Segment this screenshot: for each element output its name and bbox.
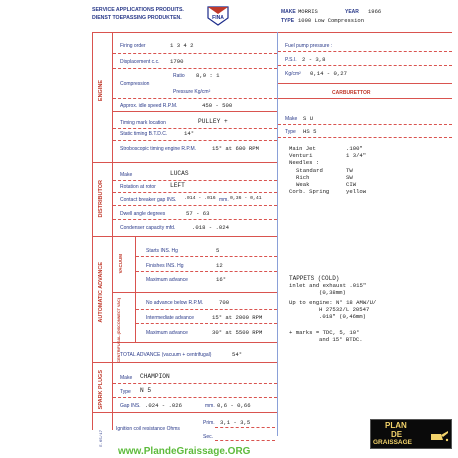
kg-label: Kg/cm² (285, 71, 301, 77)
condenser-label: Condenser capacity mfd. (120, 225, 176, 231)
dwell-label: Dwell angle degrees (120, 211, 166, 217)
frame-mid (277, 32, 278, 436)
dash (278, 65, 452, 66)
dash (215, 440, 275, 441)
oil-can-icon (429, 426, 449, 444)
carb-section: CARBURETTOR (332, 90, 371, 96)
idle-value: 450 - 500 (202, 102, 233, 109)
section-advance: AUTOMATIC ADVANCE (98, 262, 104, 323)
standard-label: Standard (296, 167, 323, 174)
watermark-text: www.PlandeGraissage.ORG (118, 446, 251, 457)
ratio-value: 8,9 : 1 (196, 72, 220, 79)
standard-value: TW (346, 167, 353, 174)
strobo-label: Stroboscopic timing engine R.P.M. (120, 146, 197, 152)
dash (136, 323, 277, 324)
section-plugs: SPARK PLUGS (98, 370, 104, 410)
weak-value: CIW (346, 181, 357, 188)
spring-label: Corb. Spring (289, 188, 330, 195)
spring-value: yellow (346, 188, 367, 195)
dash (113, 180, 277, 181)
plug-type-label: Type (120, 389, 131, 395)
plug-make-value: CHAMPION (140, 373, 170, 380)
section-distributor: DISTRIBUTOR (98, 180, 104, 218)
frame-top (92, 32, 452, 33)
inter-label: Intermediate advance (146, 315, 195, 321)
advance-sub-divider (135, 236, 136, 342)
dash (136, 256, 277, 257)
dash (113, 383, 277, 384)
displacement-value: 1790 (170, 58, 184, 65)
carb-type-value: HS 5 (303, 128, 317, 135)
plug-gap-mm-value: 0,6 - 0,66 (217, 402, 251, 409)
div-vac-cent (113, 292, 277, 293)
dash (113, 128, 277, 129)
tappets-line1: inlet and exhaust .015" (289, 282, 367, 289)
header-line2: DIENST TOEPASSING PRODUKTEN. (92, 15, 182, 21)
div-cent-total (113, 342, 277, 343)
badge-line1: PLAN (385, 421, 407, 430)
carb-make-label: Make (285, 116, 298, 122)
fina-logo (206, 4, 230, 26)
static-timing-label: Static timing B.T.D.C. (120, 131, 168, 137)
carb-make-value: S U (303, 115, 314, 122)
starts-value: 5 (216, 247, 220, 254)
rotation-label: Rotation at rotor (120, 184, 156, 190)
tappets-line3: Up to engine: N° 18 AMW/U/ (289, 299, 377, 306)
main-jet-value: .100" (346, 145, 363, 152)
timing-mark-value: PULLEY + (198, 118, 228, 125)
dash (215, 427, 275, 428)
max-adv-label: Maximum advance (146, 277, 188, 283)
plug-gap-value: .024 - .026 (145, 402, 182, 409)
psi-value: 2 - 3,8 (302, 56, 326, 63)
total-label: TOTAL ADVANCE (vacuum + centrifugal) (120, 352, 212, 358)
make-value: MORRIS (298, 8, 318, 15)
coil-label: Ignition coil resistance Ohms (116, 426, 180, 432)
dash (278, 51, 452, 52)
centrifugal-label: CENTRIFUGAL (DISCONNECT VAC) (117, 298, 121, 363)
year-value: 1966 (368, 8, 382, 15)
needles-label: Needles : (289, 159, 320, 166)
tappets-title: TAPPETS (COLD) (289, 275, 340, 282)
vacuum-label: VACUUM (118, 254, 123, 274)
no-adv-label: No advance below R.P.M. (146, 300, 204, 306)
tappets-line6: + marks = TDC, 5, 10° (289, 329, 360, 336)
contact-gap-mm-value: 0,36 - 0,41 (230, 196, 262, 201)
total-value: 54° (232, 351, 243, 358)
tappets-line4: H 27532/L 20547 (319, 306, 370, 313)
dash (278, 124, 452, 125)
rich-value: SW (346, 174, 353, 181)
venturi-value: 1 3/4" (346, 152, 367, 159)
main-jet-label: Main Jet (289, 145, 316, 152)
rotation-value: LEFT (170, 182, 185, 189)
dash (113, 219, 277, 220)
starts-label: Starts INS. Hg (146, 248, 178, 254)
plug-gap-mm-label: mm. (205, 403, 215, 409)
dash (113, 98, 277, 99)
div-engine (92, 162, 277, 163)
tappets-line7: and 15° BTDC. (319, 336, 363, 343)
plug-make-label: Make (120, 375, 133, 381)
dash (136, 271, 277, 272)
div-plugs (92, 412, 277, 413)
firing-order-label: Firing order (120, 43, 146, 49)
compression-label: Compression (120, 81, 150, 87)
div-distributor (92, 236, 277, 237)
max-c-value: 30° at 5500 RPM (212, 329, 263, 336)
dist-make-label: Make (120, 172, 133, 178)
tappets-line2: (0,38mm) (319, 289, 346, 296)
prim-value: 3,1 - 3,5 (220, 419, 251, 426)
logo-text: FINA (212, 15, 224, 21)
header-line1: SERVICE APPLICATIONS PRODUITS. (92, 7, 184, 13)
frame-inner-left (112, 32, 113, 430)
dash (113, 192, 277, 193)
dash (136, 309, 277, 310)
dash (113, 205, 277, 206)
dash (113, 140, 277, 141)
section-engine: ENGINE (98, 80, 104, 102)
finishes-label: Finishes INS. Hg (146, 263, 184, 269)
displacement-label: Displacement c.c. (120, 59, 160, 65)
fuel-pressure-label: Fuel pump pressure : (285, 43, 333, 49)
idle-label: Approx. idle speed R.P.M. (120, 103, 178, 109)
div-fuel (278, 83, 452, 84)
static-timing-value: 14° (184, 130, 195, 137)
plug-type-value: N 5 (140, 387, 152, 394)
frame-left (92, 32, 93, 430)
badge-line2: DE (391, 430, 403, 439)
plan-de-graissage-badge (370, 419, 452, 449)
form-code: E.65/17 (100, 430, 104, 447)
type-label: TYPE (281, 18, 295, 24)
venturi-label: Venturi (289, 152, 313, 159)
make-label: MAKE (281, 9, 296, 15)
max-c-label: Maximum advance (146, 330, 188, 336)
badge-line3: GRAISSAGE (373, 439, 413, 446)
ratio-label: Ratio (173, 73, 185, 79)
prim-label: Prim. (203, 420, 215, 426)
contact-gap-value: .014 - .016 (184, 196, 216, 201)
pressure-label: Pressure Kg/cm² (173, 89, 211, 95)
year-label: YEAR (345, 9, 359, 15)
plug-gap-label: Gap INS. (120, 403, 141, 409)
contact-gap-mm-label: mm. (219, 197, 229, 203)
kg-value: 0,14 - 0,27 (310, 70, 347, 77)
dwell-value: 57 - 63 (186, 210, 210, 217)
dist-make-value: LUCAS (170, 170, 189, 177)
inter-value: 15° at 2000 RPM (212, 314, 263, 321)
div-carb (278, 98, 452, 99)
psi-label: P.S.I. (285, 57, 297, 63)
firing-order-value: 1 3 4 2 (170, 42, 194, 49)
no-adv-value: 700 (219, 299, 230, 306)
rich-label: Rich (296, 174, 310, 181)
sec-label: Sec. (203, 434, 214, 440)
strobo-value: 15° at 600 RPM (212, 145, 259, 152)
tappets-line5: .018" (0,46mm) (319, 313, 366, 320)
timing-mark-label: Timing mark location (120, 120, 166, 126)
carb-type-label: Type (285, 129, 296, 135)
dash (113, 53, 277, 54)
finishes-value: 12 (216, 262, 223, 269)
contact-gap-label: Contact breaker gap INS. (120, 197, 177, 203)
type-value: 1000 Low Compression (298, 17, 365, 24)
dash (278, 137, 452, 138)
condenser-value: .018 - .024 (192, 224, 229, 231)
weak-label: Weak (296, 181, 310, 188)
max-adv-value: 16° (216, 276, 227, 283)
dash (113, 397, 277, 398)
dash (113, 68, 277, 69)
line (113, 111, 277, 112)
